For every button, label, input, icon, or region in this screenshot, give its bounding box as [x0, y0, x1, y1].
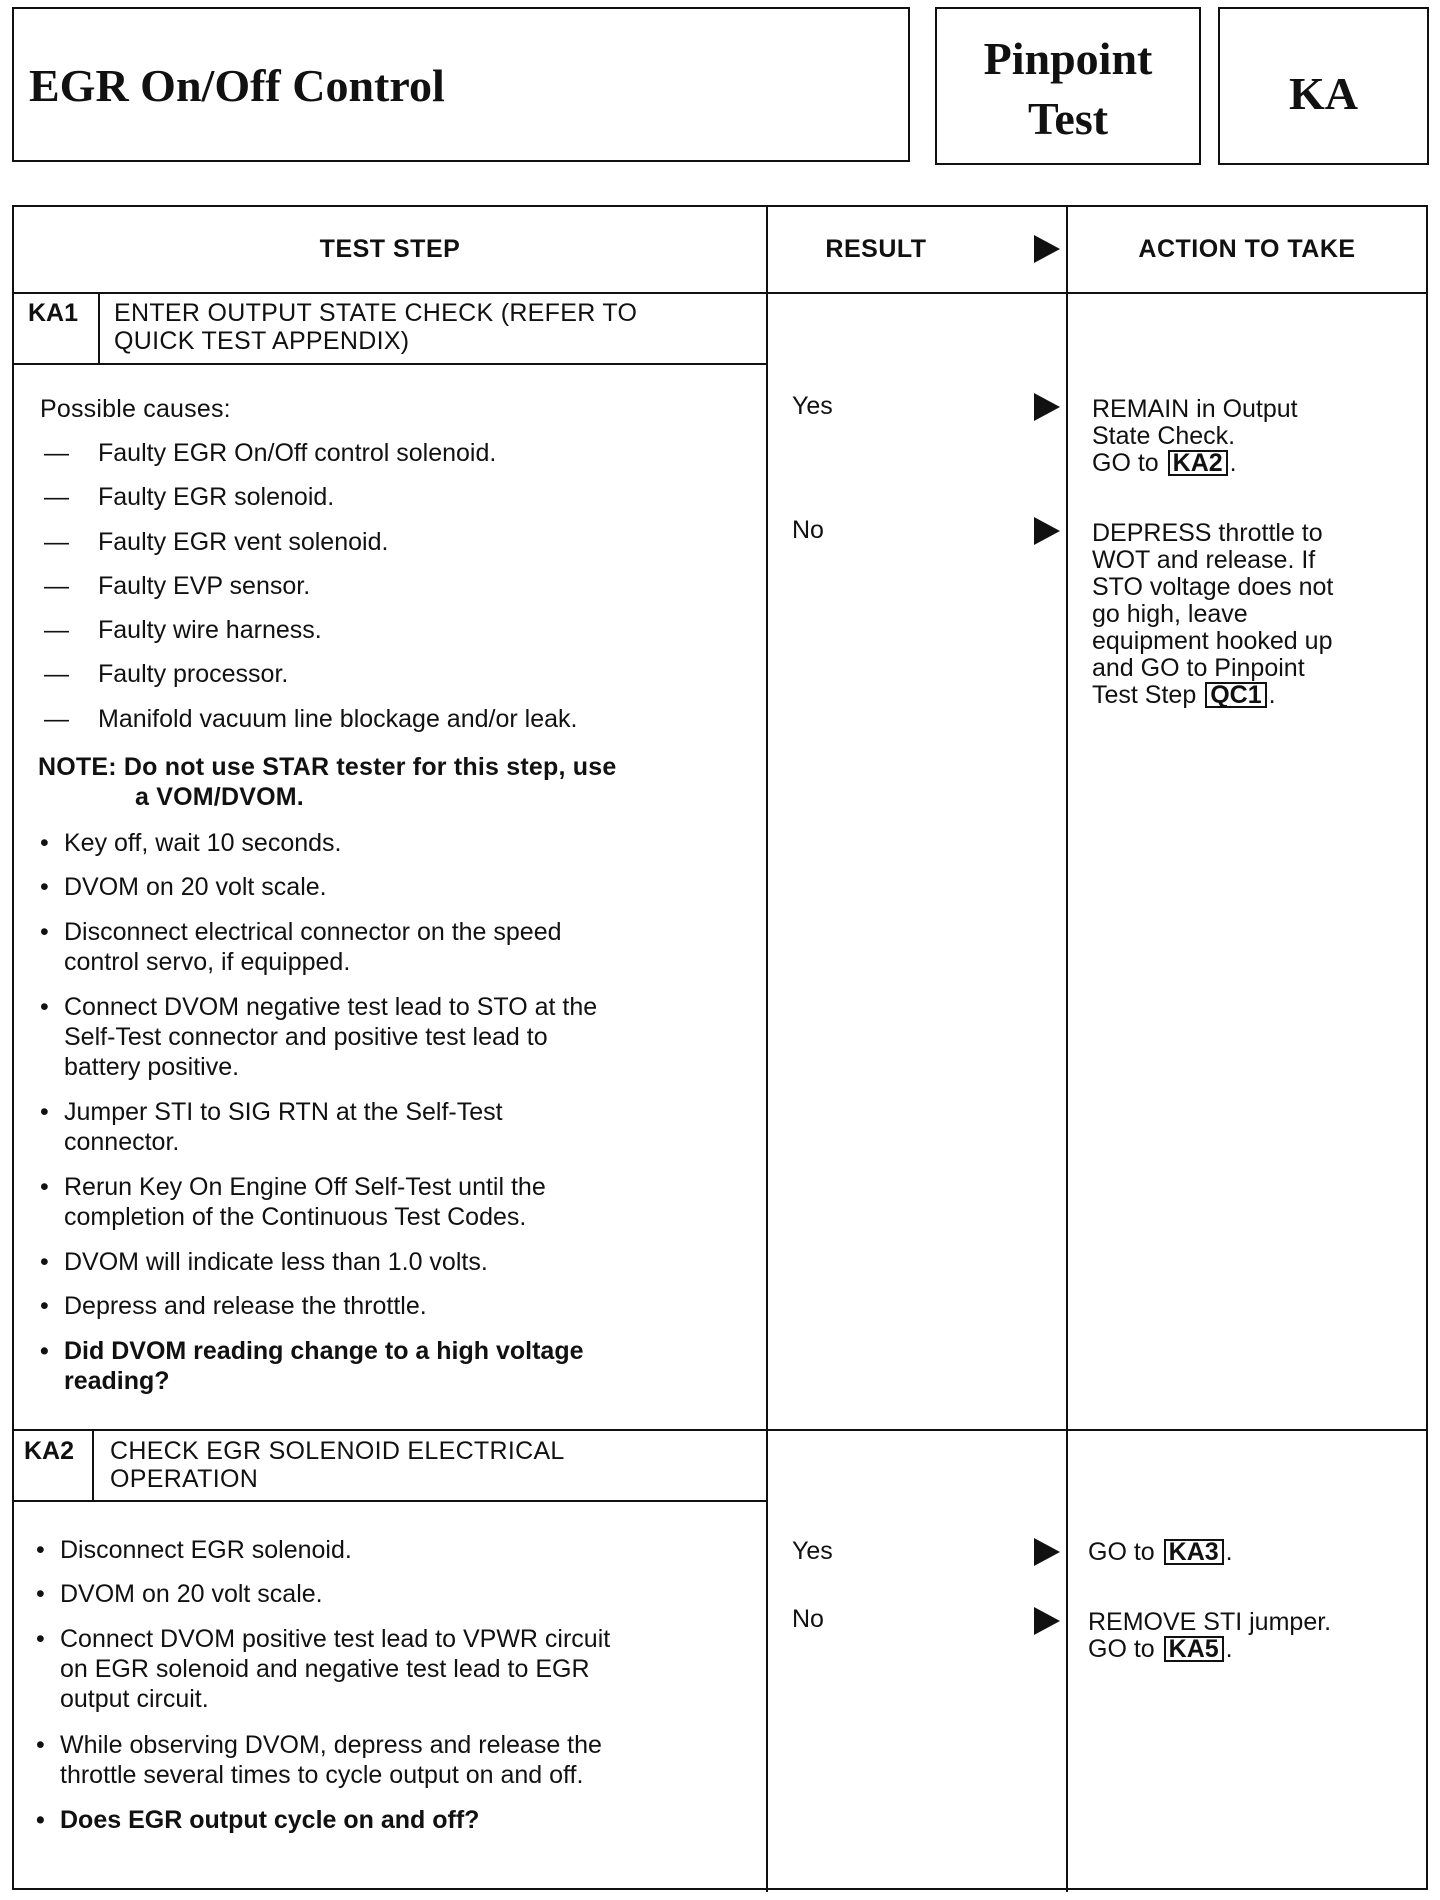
list-item: • Disconnect electrical connector on the speed control servo, if equipped.: [64, 917, 562, 977]
step-reference[interactable]: QC1: [1205, 682, 1266, 708]
result-arrow-icon: [1034, 517, 1060, 545]
step-reference[interactable]: KA3: [1164, 1539, 1224, 1565]
list-item: • Connect DVOM negative test lead to STO at the Self-Test connector and positive test lead to battery positive.: [64, 992, 597, 1082]
action-text: DEPRESS throttle to WOT and release. If STO voltage does not go high, leave equipment hooked up and GO to Pinpoint Test Step QC1 .: [1092, 519, 1334, 709]
note: NOTE: Do not use STAR tester for this step, use a VOM/DVOM.: [38, 753, 617, 811]
pinpoint-label: Pinpoint Test: [983, 33, 1153, 144]
column-header-test-step: TEST STEP: [319, 235, 461, 263]
list-item: • Jumper STI to SIG RTN at the Self-Test connector.: [64, 1097, 503, 1157]
list-item: • DVOM on 20 volt scale.: [64, 872, 327, 902]
list-item: • Key off, wait 10 seconds.: [64, 828, 341, 858]
action-text: REMOVE STI jumper. GO to KA5 .: [1088, 1608, 1332, 1663]
title-box: [12, 7, 910, 162]
list-item: • DVOM on 20 volt scale.: [60, 1579, 323, 1609]
action-text: REMAIN in Output State Check. GO to KA2 .: [1092, 395, 1298, 477]
action-text: GO to KA3 .: [1088, 1538, 1233, 1566]
test-table: TEST STEP RESULT ACTION TO TAKE KA1 ENTER OUTPUT STATE CHECK (REFER TO QUICK TEST APPENDIX) Possible causes: — Faulty EGR On/Off control solenoid. — Faulty EGR solenoid. — Faulty EGR vent solenoid. — Faulty EVP sensor. — Faulty wire harness. — Faulty processor. — Manifold vacuum line blockage and/or leak. NOTE: Do not use STAR tester for this step, use a VOM/DVOM. • Key off, wait 10 seconds. • DVOM on 20 volt scale. • Disconnect electrical connector on the speed control servo, if equipped. • Connect DVOM negative test lead to STO at the Self-Test connector and positive test lead to battery positive. • Jumper STI to SIG RTN at the Self-Test connector. • Rerun Key On Engine Off Self-Test until the completion of the Continuous Test Codes. • DVOM will indicate less than 1.0 volts. • Depress and release the throttle. • Did DVOM reading change to a high voltage reading? Yes REMAIN in Output State Check. GO to KA2 . No DEPRESS throttle to WOT and release. If STO voltage does not go high, leave equipment hooked up and GO to Pinpoint Test Step QC1 . KA2 CHECK EGR SOLENOID ELECTRICAL OPERATION • Disconnect EGR solenoid. • DVOM on 20 volt scale. • Connect DVOM positive test lead to VPWR circuit on EGR solenoid and negative test lead to EGR output circuit. • While observing DVOM, depress and release the throttle several times to cycle output on and off. • Does EGR output cycle on and off? Yes GO to KA3 . No REMOVE STI jumper. GO to KA5 .: [12, 205, 1428, 1890]
page-title: EGR On/Off Control: [29, 60, 445, 111]
pinpoint-test-box: [935, 7, 1201, 165]
step-reference[interactable]: KA5: [1164, 1636, 1224, 1662]
result-yes: Yes: [792, 1537, 833, 1565]
list-item: • While observing DVOM, depress and release the throttle several times to cycle output on and off.: [60, 1730, 602, 1790]
result-no: No: [792, 516, 824, 544]
column-header-action: ACTION TO TAKE: [1138, 235, 1356, 263]
list-item: • Depress and release the throttle.: [64, 1291, 427, 1321]
list-item: • Disconnect EGR solenoid.: [60, 1535, 352, 1565]
possible-causes-label: Possible causes:: [40, 395, 231, 423]
step-id: KA1: [28, 299, 79, 327]
column-header-result: RESULT: [825, 235, 927, 263]
list-item: • Connect DVOM positive test lead to VPWR circuit on EGR solenoid and negative test lead to EGR output circuit.: [60, 1624, 610, 1714]
question: • Does EGR output cycle on and off?: [60, 1805, 479, 1835]
question: • Did DVOM reading change to a high voltage reading?: [64, 1336, 584, 1396]
test-code: KA: [1289, 68, 1358, 119]
result-arrow-icon: [1034, 235, 1060, 263]
step-id: KA2: [24, 1437, 75, 1465]
test-code-box: [1218, 7, 1429, 165]
step-title: CHECK EGR SOLENOID ELECTRICAL OPERATION: [110, 1437, 565, 1493]
step-reference[interactable]: KA2: [1168, 450, 1228, 476]
result-arrow-icon: [1034, 1538, 1060, 1566]
result-no: No: [792, 1605, 824, 1633]
list-item: • Rerun Key On Engine Off Self-Test until the completion of the Continuous Test Codes.: [64, 1172, 546, 1232]
result-arrow-icon: [1034, 1607, 1060, 1635]
list-item: • DVOM will indicate less than 1.0 volts.: [64, 1247, 488, 1277]
step-title: ENTER OUTPUT STATE CHECK (REFER TO QUICK TEST APPENDIX): [114, 299, 638, 355]
result-arrow-icon: [1034, 393, 1060, 421]
result-yes: Yes: [792, 392, 833, 420]
